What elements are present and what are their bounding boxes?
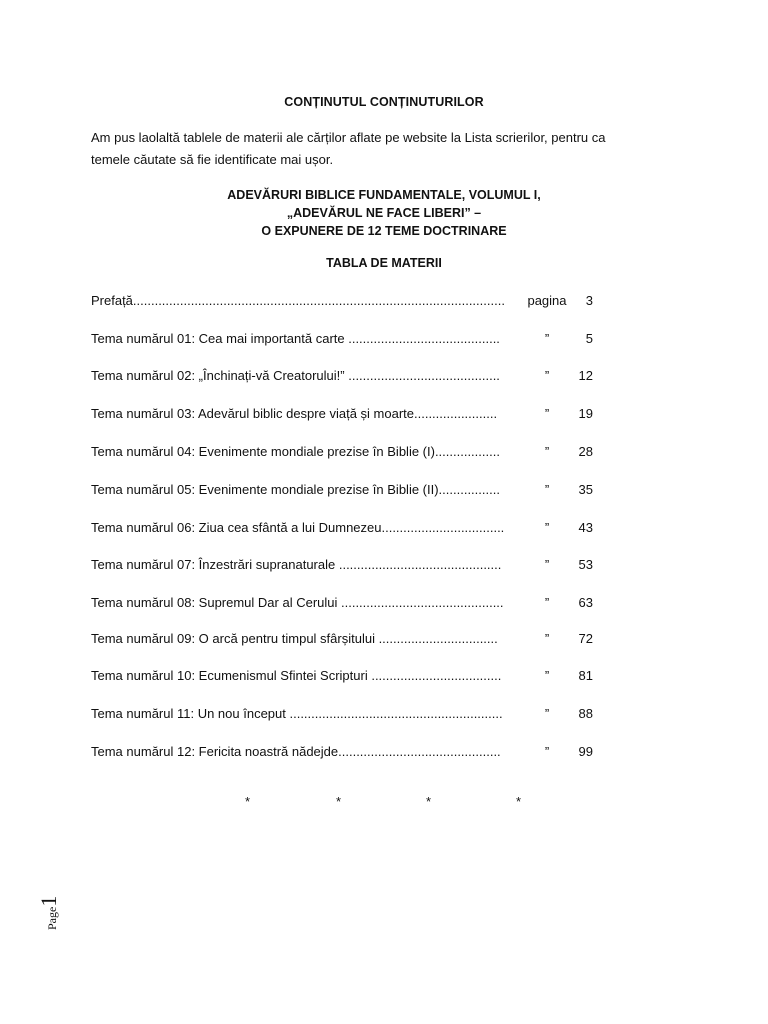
toc-entry-ditto: ”: [544, 706, 550, 721]
toc-entry: [91, 595, 601, 613]
page-footer: [36, 880, 66, 930]
toc-entry-ditto: ”: [544, 482, 550, 497]
separator-star: *: [336, 794, 342, 809]
toc-entry-page-number: 72: [578, 631, 593, 646]
page-number-label: [36, 896, 62, 930]
toc-entry-label: Tema numărul 03: Adevărul biblic despre viață și moarte.......................: [91, 406, 498, 421]
toc-entry-label: Tema numărul 01: Cea mai importantă carte ..........................................: [91, 331, 500, 346]
toc-entry-label: Tema numărul 02: „Închinați-vă Creatorului!” ..........................................: [91, 368, 500, 383]
toc-entry-page-number: 43: [578, 520, 593, 535]
toc-entry-page-number: 99: [578, 744, 593, 759]
toc-entry-label: Tema numărul 06: Ziua cea sfântă a lui Dumnezeu..................................: [91, 520, 505, 535]
toc-entry-ditto: ”: [544, 444, 550, 459]
toc-entry: [91, 368, 601, 386]
toc-entry-ditto: ”: [544, 668, 550, 683]
toc-entry-ditto: ”: [544, 368, 550, 383]
section-separator: [0, 794, 768, 814]
toc-entry-page-number: 81: [578, 668, 593, 683]
toc-entry: [91, 706, 601, 724]
toc-entry-page-word: pagina: [527, 293, 567, 308]
toc-entry: [91, 406, 601, 424]
book-title-line: „ADEVĂRUL NE FACE LIBERI” –: [286, 206, 482, 220]
intro-line: temele căutate să fie identificate mai ușor.: [91, 152, 334, 167]
toc-entry-ditto: ”: [544, 520, 550, 535]
toc-entry-page-number: 88: [578, 706, 593, 721]
toc-entry: [91, 744, 601, 762]
intro-paragraph: [91, 127, 661, 171]
toc-entry-ditto: ”: [544, 631, 550, 646]
toc-entry-ditto: ”: [544, 744, 550, 759]
separator-star: *: [516, 794, 522, 809]
toc-entry: [91, 631, 601, 649]
toc-entry: [91, 482, 601, 500]
toc-entry-label: Tema numărul 12: Fericita noastră nădejde.............................................: [91, 744, 501, 759]
toc-entry-page-number: 28: [578, 444, 593, 459]
intro-line: Am pus laolaltă tablele de materii ale cărților aflate pe website la Lista scrierilor, pentru ca: [91, 130, 606, 145]
toc-entry: [91, 557, 601, 575]
toc-entry-page-number: 53: [578, 557, 593, 572]
book-title-line: O EXPUNERE DE 12 TEME DOCTRINARE: [261, 224, 507, 238]
toc-entry-label: Tema numărul 10: Ecumenismul Sfintei Scripturi ....................................: [91, 668, 502, 683]
toc-entry-page-number: 35: [578, 482, 593, 497]
toc-entry: [91, 293, 601, 311]
toc-entry-ditto: ”: [544, 557, 550, 572]
toc-entry-label: Prefață.......................................................................................................: [91, 293, 505, 308]
toc-entry-page-number: 5: [585, 331, 593, 346]
toc-entry: [91, 520, 601, 538]
page-word: Page: [45, 906, 59, 930]
toc-entry-page-number: 12: [578, 368, 593, 383]
toc-entry-label: Tema numărul 08: Supremul Dar al Cerului .............................................: [91, 595, 504, 610]
toc-entry-page-number: 3: [585, 293, 593, 308]
book-title-line: ADEVĂRURI BIBLICE FUNDAMENTALE, VOLUMUL I,: [227, 188, 541, 202]
toc-entry: [91, 668, 601, 686]
toc-heading: TABLA DE MATERII: [326, 256, 442, 270]
toc-entry-label: Tema numărul 05: Evenimente mondiale prezise în Biblie (II).................: [91, 482, 500, 497]
separator-star: *: [426, 794, 432, 809]
toc-entry-label: Tema numărul 04: Evenimente mondiale prezise în Biblie (I)..................: [91, 444, 500, 459]
toc-entry-ditto: ”: [544, 406, 550, 421]
toc-entry-label: Tema numărul 11: Un nou început ...........................................................: [91, 706, 503, 721]
toc-entry-label: Tema numărul 07: Înzestrări supranaturale .............................................: [91, 557, 502, 572]
toc-entry: [91, 444, 601, 462]
toc-entry-ditto: ”: [544, 595, 550, 610]
toc-entry-label: Tema numărul 09: O arcă pentru timpul sfârșitului .................................: [91, 631, 498, 646]
toc-entry-page-number: 63: [578, 595, 593, 610]
toc-entry: [91, 331, 601, 349]
book-title: [0, 186, 768, 240]
toc-entry-ditto: ”: [544, 331, 550, 346]
separator-star: *: [245, 794, 251, 809]
toc-entry-page-number: 19: [578, 406, 593, 421]
page-number: 1: [36, 895, 61, 907]
document-title: CONȚINUTUL CONȚINUTURILOR: [284, 95, 484, 109]
